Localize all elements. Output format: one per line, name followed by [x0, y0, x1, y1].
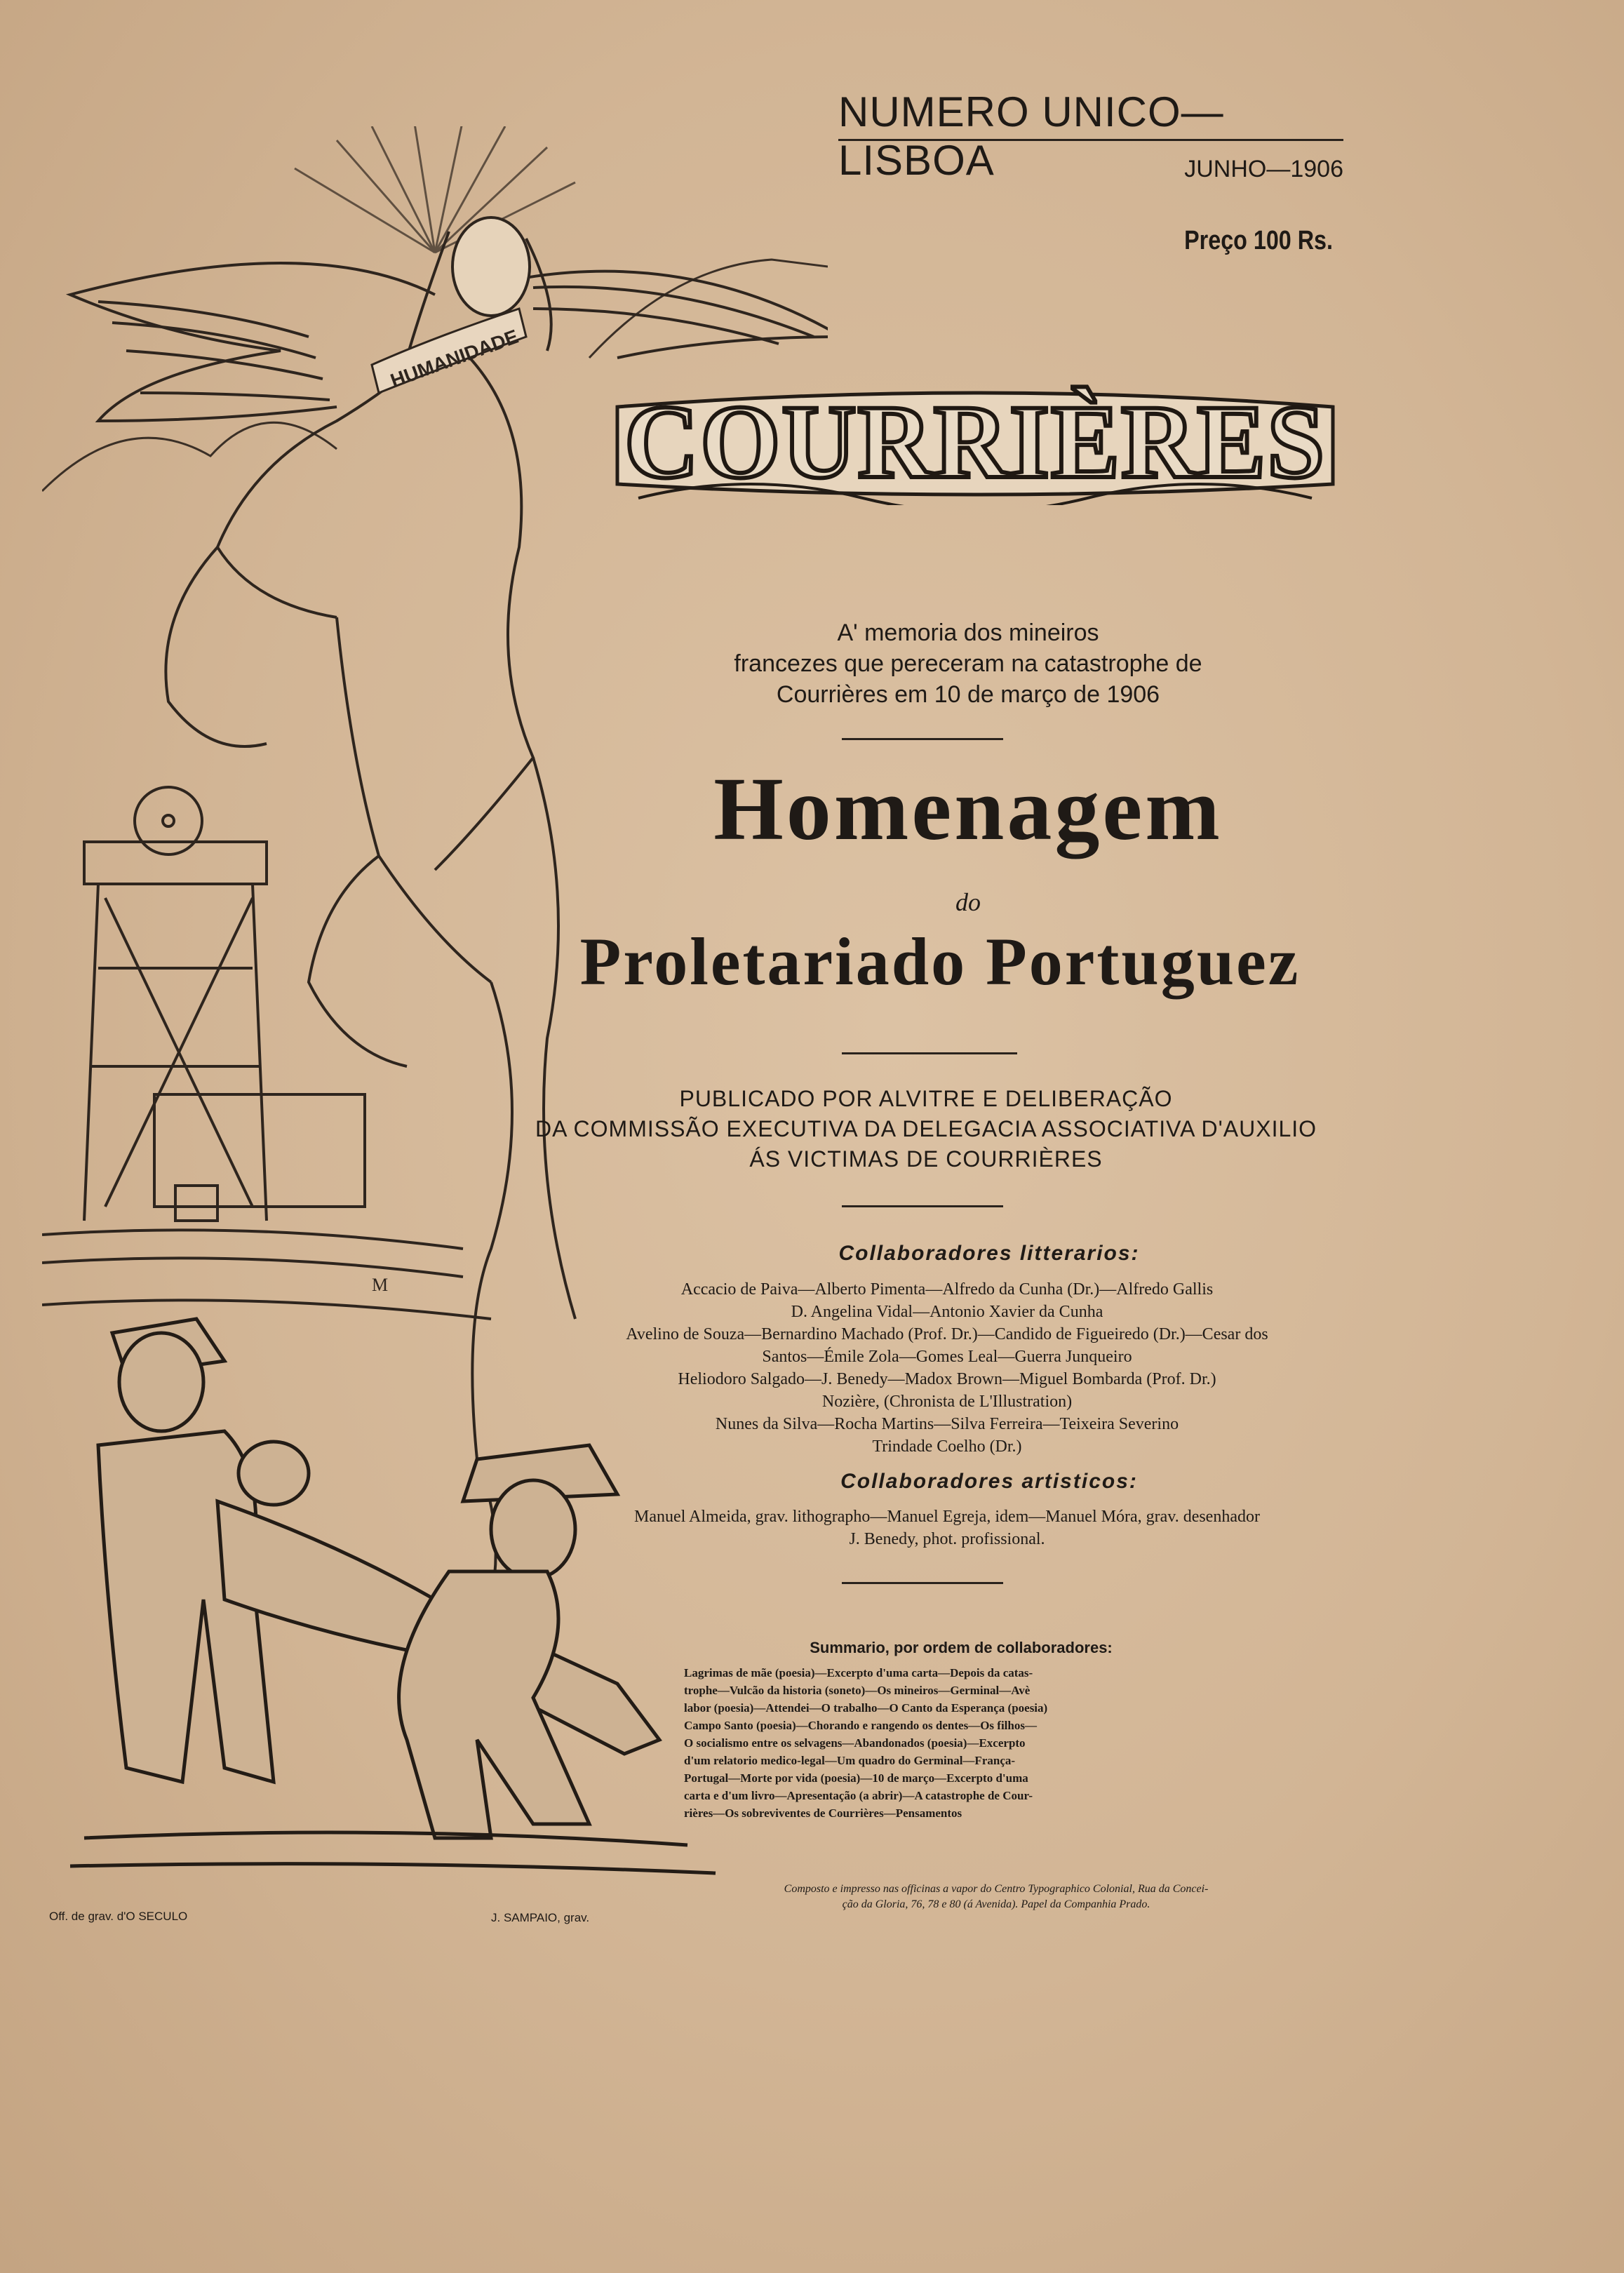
factory-skyline-icon — [589, 203, 828, 358]
list-item: Heliodoro Salgado—J. Benedy—Madox Brown—Miguel Bombarda (Prof. Dr.) — [678, 1370, 1216, 1388]
divider-rule — [842, 1582, 1003, 1584]
dedication-line: francezes que pereceram na catastrophe de — [734, 650, 1202, 677]
banner-title: COURRIÈRES — [624, 384, 1326, 500]
artistic-heading: Collaboradores artisticos: — [840, 1470, 1138, 1493]
masthead-date: JUNHO—1906 — [1184, 156, 1343, 182]
list-item: D. Angelina Vidal—Antonio Xavier da Cunha — [791, 1303, 1103, 1321]
credit-left: Off. de grav. d'O SECULO — [49, 1910, 188, 1923]
list-item: Santos—Émile Zola—Gomes Leal—Guerra Junqueiro — [762, 1348, 1132, 1366]
dedication-line: Courrières em 10 de março de 1906 — [776, 681, 1160, 708]
list-item: Trindade Coelho (Dr.) — [872, 1437, 1022, 1456]
summary-heading: Summario, por ordem de collaboradores: — [810, 1639, 1113, 1656]
summary-line: d'um relatorio medico-legal—Um quadro do Germinal—França- — [684, 1754, 1016, 1767]
masthead-rule — [838, 139, 1343, 141]
dedication-line: A' memoria dos mineiros — [837, 619, 1099, 646]
sash-label: HUMANIDADE — [387, 325, 521, 392]
summary-line: rières—Os sobreviventes de Courrières—Pensamentos — [684, 1806, 962, 1820]
divider-rule — [842, 738, 1003, 740]
main-title: Homenagem — [713, 759, 1223, 859]
banner-title-plate — [610, 365, 1340, 505]
colophon-line: ção da Gloria, 76, 78 e 80 (á Avenida). Papel da Companhia Prado. — [842, 1898, 1150, 1910]
list-item: Avelino de Souza—Bernardino Machado (Prof. Dr.)—Candido de Figueiredo (Dr.)—Cesar dos — [626, 1325, 1268, 1343]
list-item: Manuel Almeida, grav. lithographo—Manuel Egreja, idem—Manuel Móra, grav. desenhador — [634, 1508, 1260, 1526]
summary-line: Portugal—Morte por vida (poesia)—10 de março—Excerpto d'uma — [684, 1771, 1028, 1785]
summary-line: trophe—Vulcão da historia (soneto)—Os mineiros—Germinal—Avè — [684, 1684, 1031, 1697]
list-item: Nozière, (Chronista de L'Illustration) — [821, 1393, 1073, 1411]
mine-headframe-icon — [42, 787, 491, 1319]
publisher-line: PUBLICADO POR ALVITRE E DELIBERAÇÃO — [679, 1086, 1173, 1111]
summary-line: labor (poesia)—Attendei—O trabalho—O Canto da Esperança (poesia) — [684, 1701, 1048, 1715]
literary-heading: Collaboradores litterarios: — [838, 1242, 1140, 1265]
divider-rule — [842, 1052, 1017, 1054]
subtitle: Proletariado Portuguez — [579, 924, 1301, 999]
summary-body — [684, 1664, 1161, 1822]
colophon — [716, 1882, 1277, 1912]
summary-line: Lagrimas de mãe (poesia)—Excerpto d'uma carta—Depois da catas- — [684, 1666, 1033, 1679]
publisher-statement — [505, 1084, 1347, 1174]
engraver-monogram: M — [372, 1275, 389, 1295]
artistic-list — [575, 1506, 1319, 1550]
angel-figure-icon — [166, 217, 575, 1600]
dedication — [617, 617, 1319, 710]
divider-rule — [842, 1205, 1003, 1207]
title-connector: do — [955, 888, 981, 916]
mountains-icon — [42, 422, 337, 491]
publisher-line: DA COMMISSÃO EXECUTIVA DA DELEGACIA ASSOCIATIVA D'AUXILIO — [535, 1116, 1317, 1141]
colophon-line: Composto e impresso nas officinas a vapor do Centro Typographico Colonial, Rua da Concei- — [784, 1883, 1209, 1895]
masthead-edition: NUMERO UNICO—LISBOA — [838, 88, 1224, 184]
summary-line: Campo Santo (poesia)—Chorando e rangendo os dentes—Os filhos— — [684, 1719, 1037, 1732]
publisher-line: ÁS VICTIMAS DE COURRIÈRES — [749, 1146, 1103, 1172]
masthead-price: Preço 100 Rs. — [1184, 226, 1333, 255]
literary-list — [575, 1278, 1319, 1458]
list-item: Nunes da Silva—Rocha Martins—Silva Ferreira—Teixeira Severino — [715, 1415, 1179, 1433]
summary-line: carta e d'um livro—Apresentação (a abrir)—A catastrophe de Cour- — [684, 1789, 1033, 1802]
list-item: J. Benedy, phot. profissional. — [849, 1530, 1045, 1548]
list-item: Accacio de Paiva—Alberto Pimenta—Alfredo da Cunha (Dr.)—Alfredo Gallis — [680, 1280, 1214, 1299]
summary-line: O socialismo entre os selvagens—Abandonados (poesia)—Excerpto — [684, 1736, 1026, 1750]
credit-right: J. SAMPAIO, grav. — [491, 1911, 590, 1924]
sun-rays-icon — [295, 126, 575, 253]
